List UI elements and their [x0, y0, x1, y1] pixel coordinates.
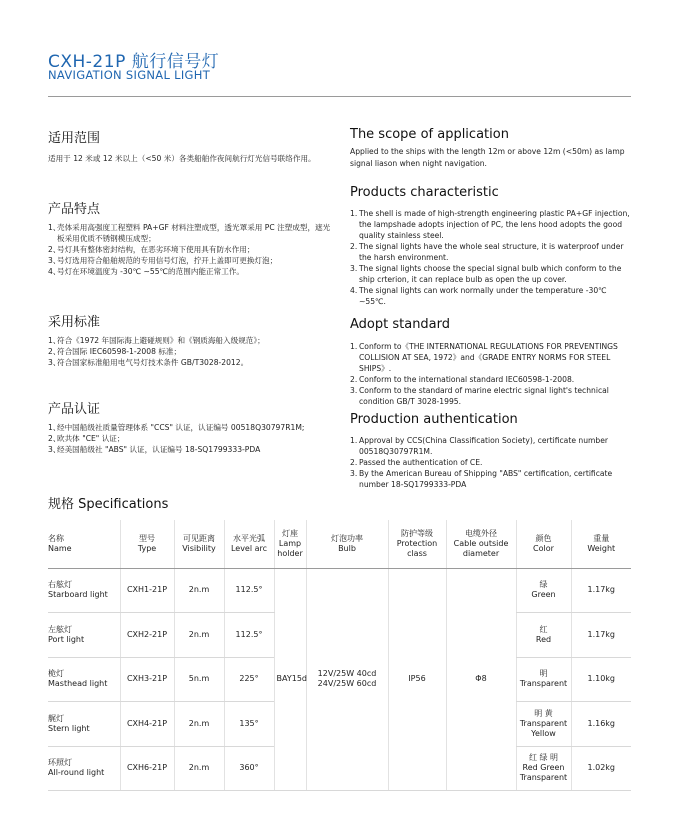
list-item: 3. The signal lights choose the special signal bulb which conform to the ship crterion, it can replace bulb as open the up cover.: [350, 264, 622, 284]
list-item: 1、 符合《1972 年国际海上避碰规则》和《钢质海船入级规范》；: [48, 336, 265, 345]
column-header: 颜色 Color: [516, 520, 571, 568]
page-subtitle: NAVIGATION SIGNAL LIGHT: [48, 68, 211, 82]
column-header: 水平光弧 Level arc: [224, 520, 274, 568]
weight-cell: 1.17kg: [571, 613, 631, 658]
list-item: 3、 经美国船级社 "ABS" 认证，认证编号 18-SQ1799333-PDA: [48, 445, 261, 454]
certification-list-en: [350, 435, 632, 490]
list-item: 2. The signal lights have the whole seal structure, it is waterproof under the harsh environment.: [350, 242, 624, 262]
scope-text-en: Applied to the ships with the length 12m or above 12m (<50m) as lamp signal liason when night navigation.: [350, 147, 625, 168]
list-item: 2. Conform to the international standard IEC60598-1-2008.: [350, 375, 575, 384]
standards-list-cn: [48, 335, 333, 368]
color-cell: 红 Red: [516, 613, 571, 658]
list-item: 3、 符合国家标准船用电气号灯技术条件 GB/T3028-2012。: [48, 358, 249, 367]
certification-heading-en: Production authentication: [350, 412, 518, 427]
list-item: 1. Conform to《THE INTERNATIONAL REGULATIONS FOR PREVENTINGS COLLISION AT SEA, 1972》and《GRADE ENTRY NORMS FOR STEEL SHIPS》.: [350, 342, 618, 373]
type-cell: CXH3-21P: [120, 657, 174, 702]
weight-cell: 1.10kg: [571, 657, 631, 702]
color-cell: 红 绿 明 Red Green Transparent: [516, 746, 571, 791]
column-header: 可见距离 Visibility: [174, 520, 224, 568]
name-cell: 环照灯 All-round light: [48, 746, 120, 791]
visibility-cell: 2n.m: [174, 613, 224, 658]
column-header: 防护等级 Protection class: [388, 520, 446, 568]
certification-list-cn: [48, 422, 333, 455]
lamp-holder-cell: BAY15d: [274, 568, 306, 791]
table-header-row: [48, 520, 631, 568]
list-item: 3. By the American Bureau of Shipping "ABS" certification, certificate number 18-SQ1799333-PDA: [350, 469, 613, 489]
list-item: 2、 符合国际 IEC60598-1-2008 标准；: [48, 347, 182, 356]
visibility-cell: 5n.m: [174, 657, 224, 702]
column-header: 灯泡功率 Bulb: [306, 520, 388, 568]
column-header: 重量 Weight: [571, 520, 631, 568]
header-divider: [48, 96, 631, 97]
cable-cell: Φ8: [446, 568, 516, 791]
standards-heading-cn: 采用标准: [48, 315, 101, 330]
scope-heading-cn: 适用范围: [48, 131, 101, 146]
color-cell: 绿 Green: [516, 568, 571, 613]
list-item: 2、 欧共体 "CE" 认证；: [48, 434, 125, 443]
page-title: CXH-21P 航行信号灯: [48, 52, 220, 72]
features-list-en: [350, 208, 632, 307]
name-cell: 桅灯 Masthead light: [48, 657, 120, 702]
arc-cell: 112.5°: [224, 568, 274, 613]
list-item: 3. Conform to the standard of marine electric signal light's technical condition GB/T 3028-1995.: [350, 386, 609, 406]
type-cell: CXH1-21P: [120, 568, 174, 613]
features-heading-en: Products characteristic: [350, 185, 499, 200]
weight-cell: 1.16kg: [571, 702, 631, 747]
column-header: 名称 Name: [48, 520, 120, 568]
specifications-heading: 规格 Specifications: [48, 497, 169, 512]
list-item: 1. Approval by CCS(China Classification Society), certificate number 00518Q30797R1M.: [350, 436, 609, 456]
name-cell: 左舷灯 Port light: [48, 613, 120, 658]
list-item: 3、 号灯选用符合船舶规范的专用信号灯泡，拧开上盖即可更换灯泡；: [48, 256, 278, 265]
arc-cell: 360°: [224, 746, 274, 791]
list-item: 4、 号灯在环境温度为 -30℃ ~55℃的范围内能正常工作。: [48, 267, 244, 276]
name-cell: 右舷灯 Starboard light: [48, 568, 120, 613]
color-cell: 明 Transparent: [516, 657, 571, 702]
column-header: 电缆外径 Cable outside diameter: [446, 520, 516, 568]
list-item: 2、 号灯具有整体密封结构，在恶劣环境下使用具有防水作用；: [48, 245, 255, 254]
visibility-cell: 2n.m: [174, 702, 224, 747]
scope-heading-en: The scope of application: [350, 127, 509, 142]
arc-cell: 135°: [224, 702, 274, 747]
visibility-cell: 2n.m: [174, 568, 224, 613]
list-item: 1、 壳体采用高强度工程塑料 PA+GF 材料注塑成型，透光罩采用 PC 注塑成型，遮光板采用优质不锈钢模压成型；: [48, 223, 331, 243]
table-row: [48, 568, 631, 613]
visibility-cell: 2n.m: [174, 746, 224, 791]
type-cell: CXH6-21P: [120, 746, 174, 791]
type-cell: CXH4-21P: [120, 702, 174, 747]
bulb-cell: 12V/25W 40cd 24V/25W 60cd: [306, 568, 388, 791]
list-item: 4. The signal lights can work normally under the temperature -30℃ ~55℃.: [350, 286, 607, 306]
protection-cell: IP56: [388, 568, 446, 791]
name-cell: 艉灯 Stern light: [48, 702, 120, 747]
scope-text-cn: 适用于 12 米或 12 米以上（<50 米）各类船舶作夜间航行灯光信号联络作用。: [48, 154, 316, 163]
column-header: 灯座 Lamp holder: [274, 520, 306, 568]
features-list-cn: [48, 222, 333, 277]
column-header: 型号 Type: [120, 520, 174, 568]
weight-cell: 1.17kg: [571, 568, 631, 613]
weight-cell: 1.02kg: [571, 746, 631, 791]
list-item: 1. The shell is made of high-strength engineering plastic PA+GF injection, the lampshade adopts injection of PC, the lens hood adopts the good quality stainless steel.: [350, 209, 630, 240]
list-item: 1、 经中国船级社质量管理体系 "CCS" 认证，认证编号 00518Q30797R1M;: [48, 423, 305, 432]
arc-cell: 225°: [224, 657, 274, 702]
arc-cell: 112.5°: [224, 613, 274, 658]
standards-list-en: [350, 341, 632, 407]
certification-heading-cn: 产品认证: [48, 402, 101, 417]
color-cell: 明 黄 Transparent Yellow: [516, 702, 571, 747]
features-heading-cn: 产品特点: [48, 202, 101, 217]
list-item: 2. Passed the authentication of CE.: [350, 458, 483, 467]
specifications-table: [48, 520, 631, 791]
standards-heading-en: Adopt standard: [350, 317, 451, 332]
type-cell: CXH2-21P: [120, 613, 174, 658]
